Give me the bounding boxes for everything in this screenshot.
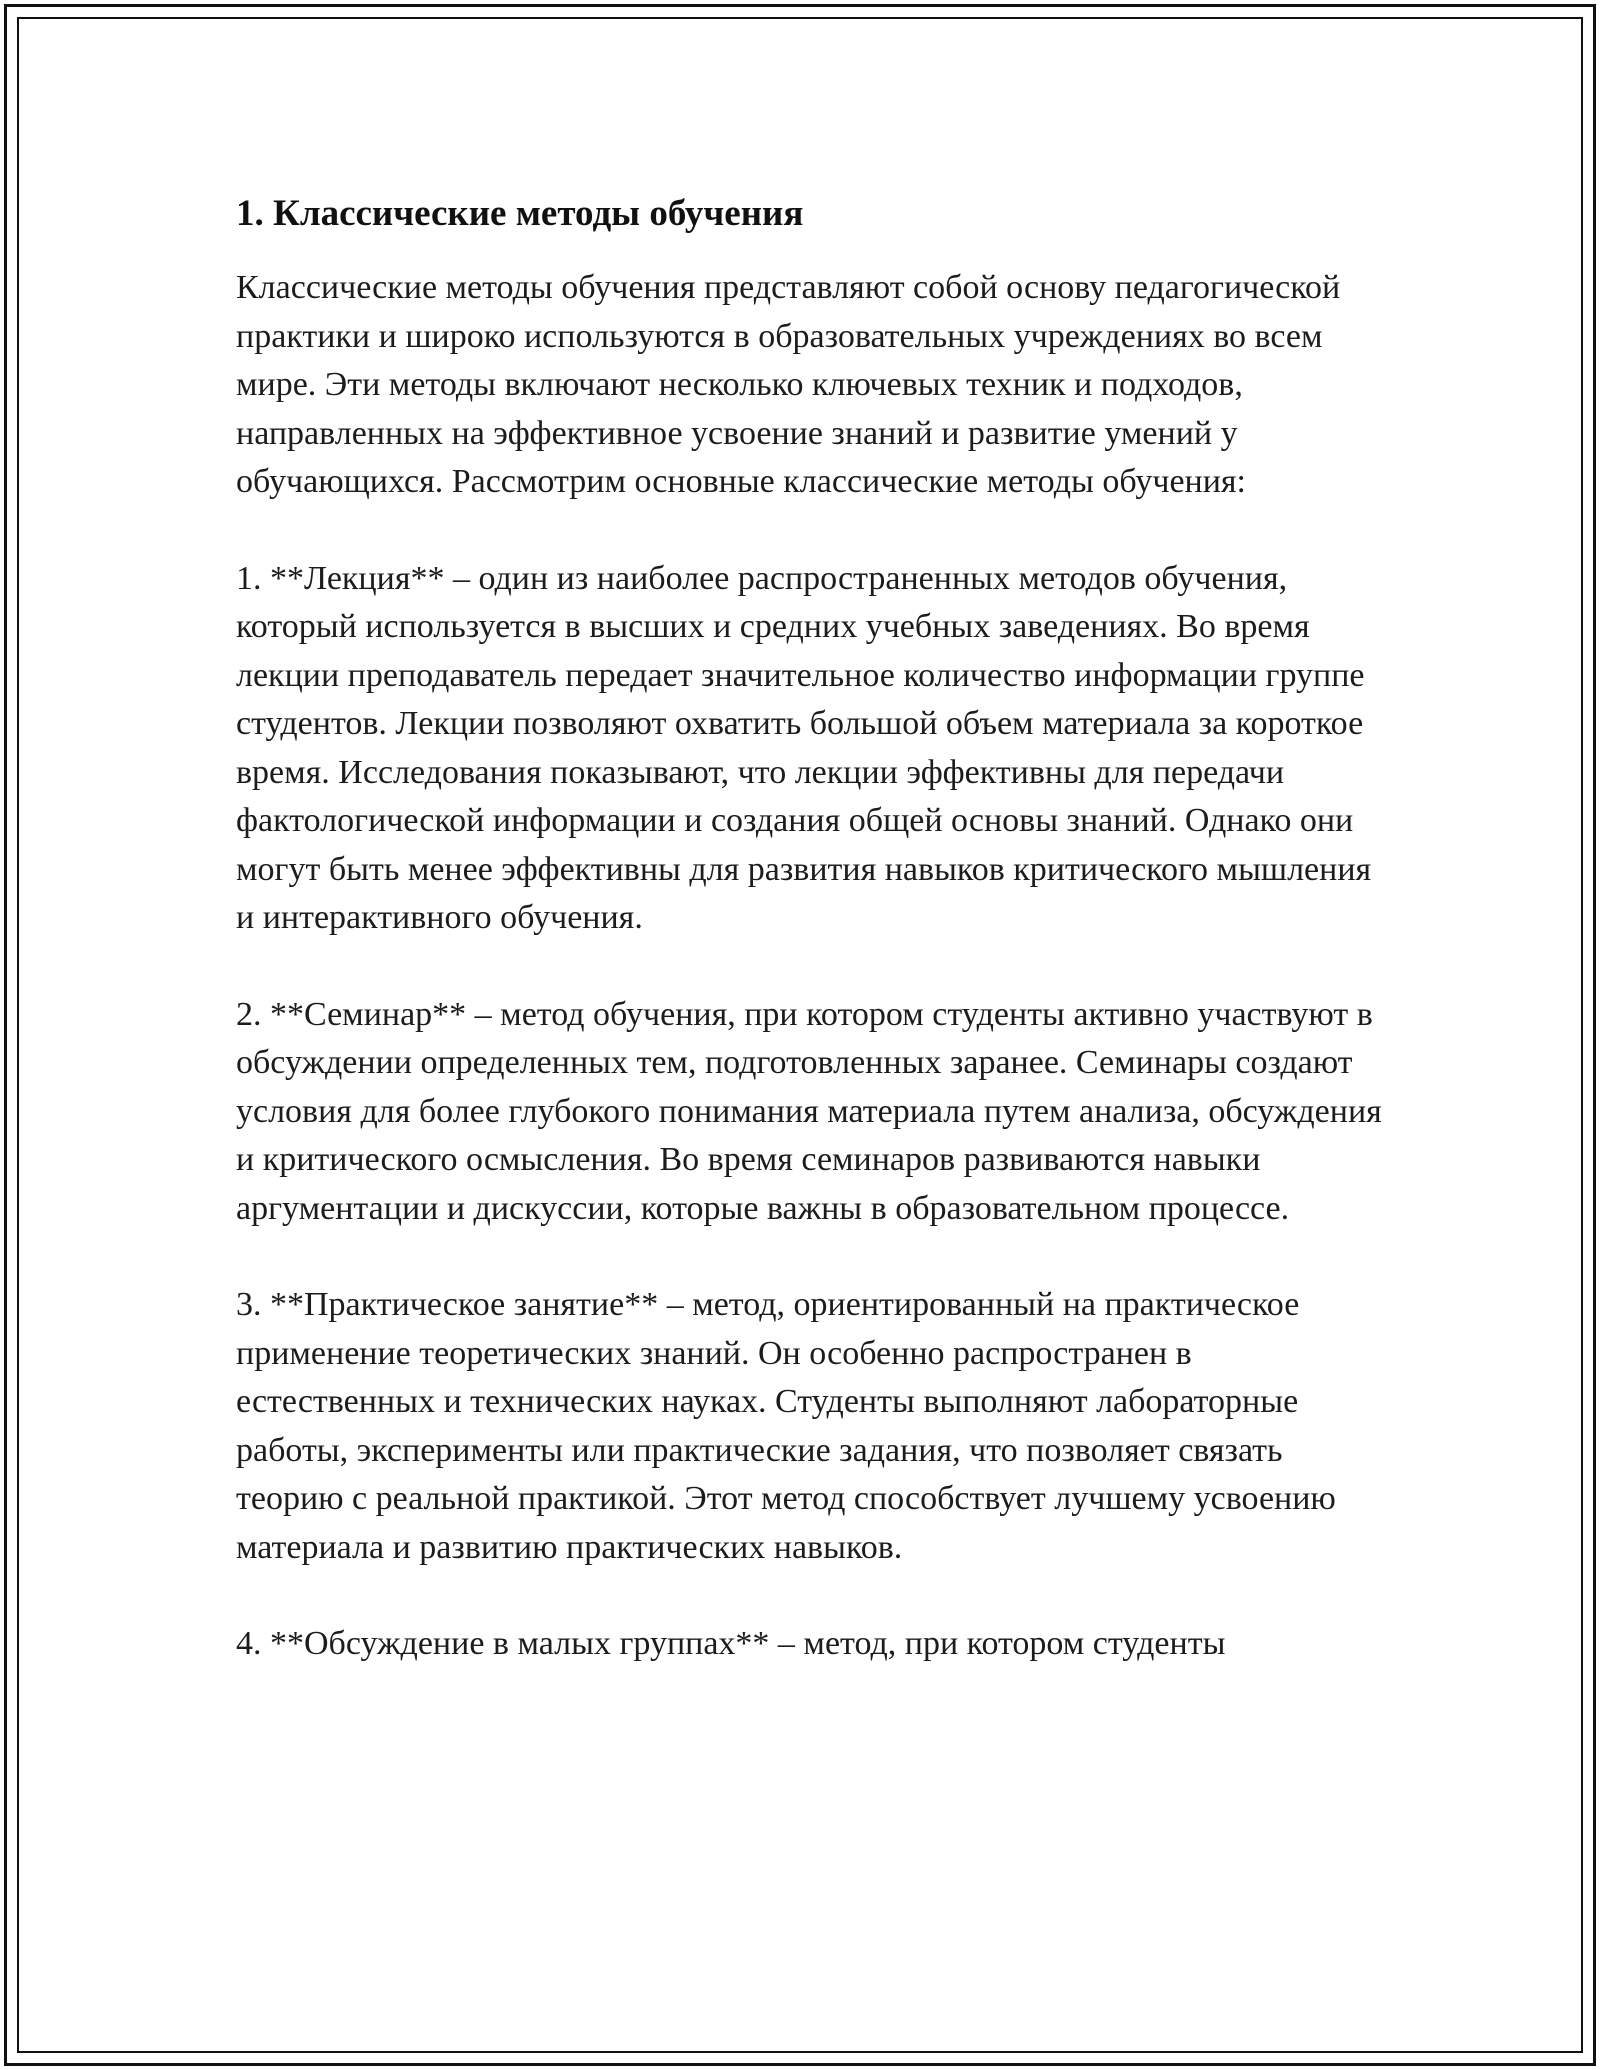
lecture-paragraph: 1. **Лекция** – один из наиболее распространенных методов обучения, который используется в высших и средних учебных заведениях. Во время лекции преподаватель передает значительное количество информации группе студентов. Лекции позволяют охватить большой объем материала за короткое время. Исследования показывают, что лекции эффективны для передачи фактологической информации и создания общей основы знаний. Однако они могут быть менее эффективны для развития навыков критического мышления и интерактивного обучения. [236, 559, 1372, 936]
small-group-discussion-paragraph: 4. **Обсуждение в малых группах** – метод, при котором студенты [236, 1625, 1226, 1662]
intro-paragraph: Классические методы обучения представляют собой основу педагогической практики и широко используются в образовательных учреждениях во всем мире. Эти методы включают несколько ключевых техник и подходов, направленных на эффективное усвоение знаний и развитие умений у обучающихся. Рассмотрим основные классические методы обучения: [236, 269, 1341, 500]
seminar-paragraph: 2. **Семинар** – метод обучения, при котором студенты активно участвуют в обсуждении определенных тем, подготовленных заранее. Семинары создают условия для более глубокого понимания материала путем анализа, обсуждения и критического осмысления. Во время семинаров развиваются навыки аргументации и дискуссии, которые важны в образовательном процессе. [236, 995, 1382, 1227]
section-heading: 1. Классические методы обучения [236, 193, 804, 234]
document-content [236, 190, 1386, 1669]
practical-lesson-paragraph: 3. **Практическое занятие** – метод, ориентированный на практическое применение теоретических знаний. Он особенно распространен в естественных и технических науках. Студенты выполняют лабораторные работы, эксперименты или практические задания, что позволяет связать теорию с реальной практикой. Этот метод способствует лучшему усвоению материала и развитию практических навыков. [236, 1286, 1336, 1566]
